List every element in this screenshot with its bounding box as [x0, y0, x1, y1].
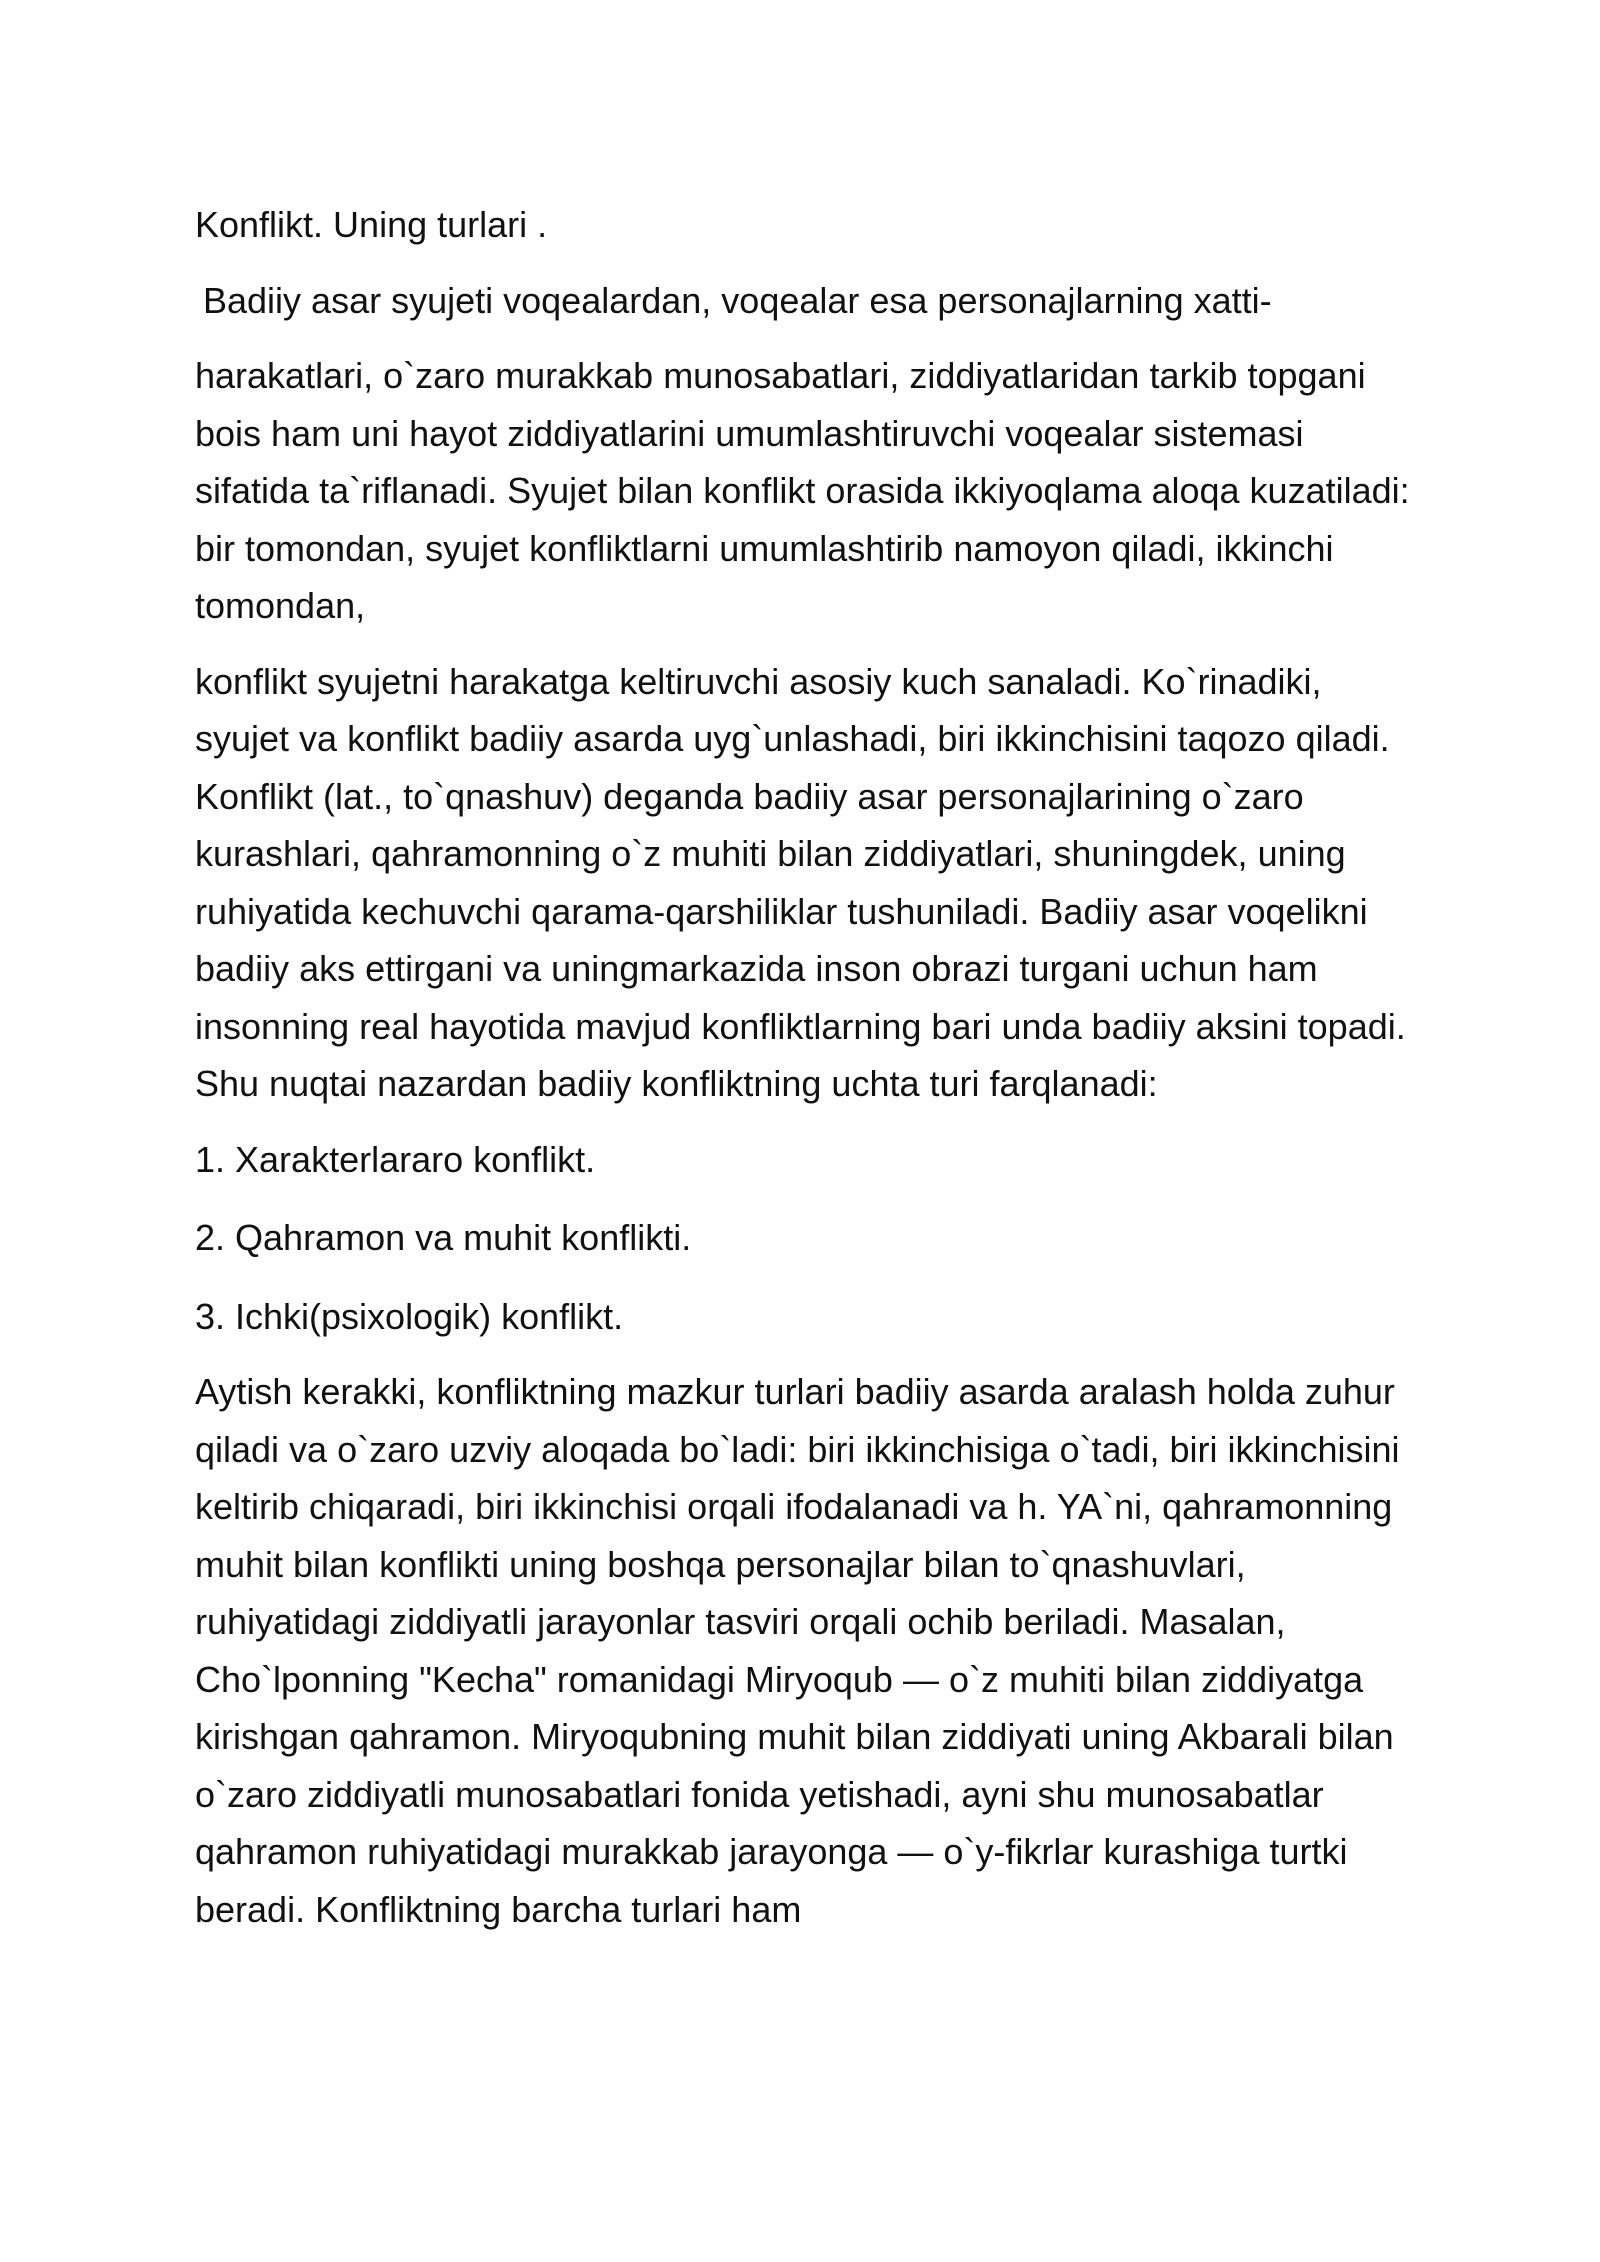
list-item-3: 3. Ichki(psixologik) konflikt.: [195, 1295, 624, 1337]
document-title: Konflikt. Uning turlari .: [195, 204, 548, 245]
list-item-2: 2. Qahramon va muhit konflikti.: [195, 1217, 692, 1258]
paragraph-2: konflikt syujetni harakatga keltiruvchi asosiy kuch sanaladi. Ko`rinadiki, syujet va konflikt badiiy asarda uyg`unlashadi, biri ikkinchisini taqozo qiladi. Konflikt (lat., to`qnashuv) deganda badiiy asar personajlarining o`zaro kurashlari, qahramonning o`z muhiti bilan ziddiyatlari, shuningdek, uning ruhiyatida kechuvchi qarama-qarshiliklar tushuniladi. Badiiy asar voqelikni badiiy aks ettirgani va uningmarkazida inson obrazi turgani uchun ham insonning real hayotida mavjud konfliktlarning bari unda badiiy aksini topadi. Shu nuqtai nazardan badiiy konfliktning uchta turi farqlanadi:: [195, 660, 1406, 1104]
paragraph-3: Aytish kerakki, konfliktning mazkur turlari badiiy asarda aralash holda zuhur qiladi va o`zaro uzviy aloqada bo`ladi: biri ikkinchisiga o`tadi, biri ikkinchisini keltirib chiqaradi, biri ikkinchisi orqali ifodalanadi va h. YA`ni, qahramonning muhit bilan konflikti uning boshqa personajlar bilan to`qnashuvlari, ruhiyatidagi ziddiyatli jarayonlar tasviri orqali ochib beriladi. Masalan, Cho`lponning "Kecha" romanidagi Miryoqub — o`z muhiti bilan ziddiyatga kirishgan qahramon. Miryoqubning muhit bilan ziddiyati uning Akbarali bilan o`zaro ziddiyatli munosabatlari fonida yetishadi, ayni shu munosabatlar qahramon ruhiyatidagi murakkab jarayonga — o`y-fikrlar kurashiga turtki beradi. Konfliktning barcha turlari ham: [195, 1371, 1400, 1930]
paragraph-1: harakatlari, o`zaro murakkab munosabatlari, ziddiyatlaridan tarkib topgani bois ham uni hayot ziddiyatlarini umumlashtiruvchi voqealar sistemasi sifatida ta`riflanadi. Syujet bilan konflikt orasida ikkiyoqlama aloqa kuzatiladi: bir tomondan, syujet konfliktlarni umumlashtirib namoyon qiladi, ikkinchi tomondan,: [195, 355, 1410, 626]
intro-line: Badiiy asar syujeti voqealardan, voqealar esa personajlarning xatti-: [203, 279, 1272, 321]
document-page: [195, 196, 1425, 1938]
list-item-1: 1. Xarakterlararo konflikt.: [195, 1138, 596, 1180]
